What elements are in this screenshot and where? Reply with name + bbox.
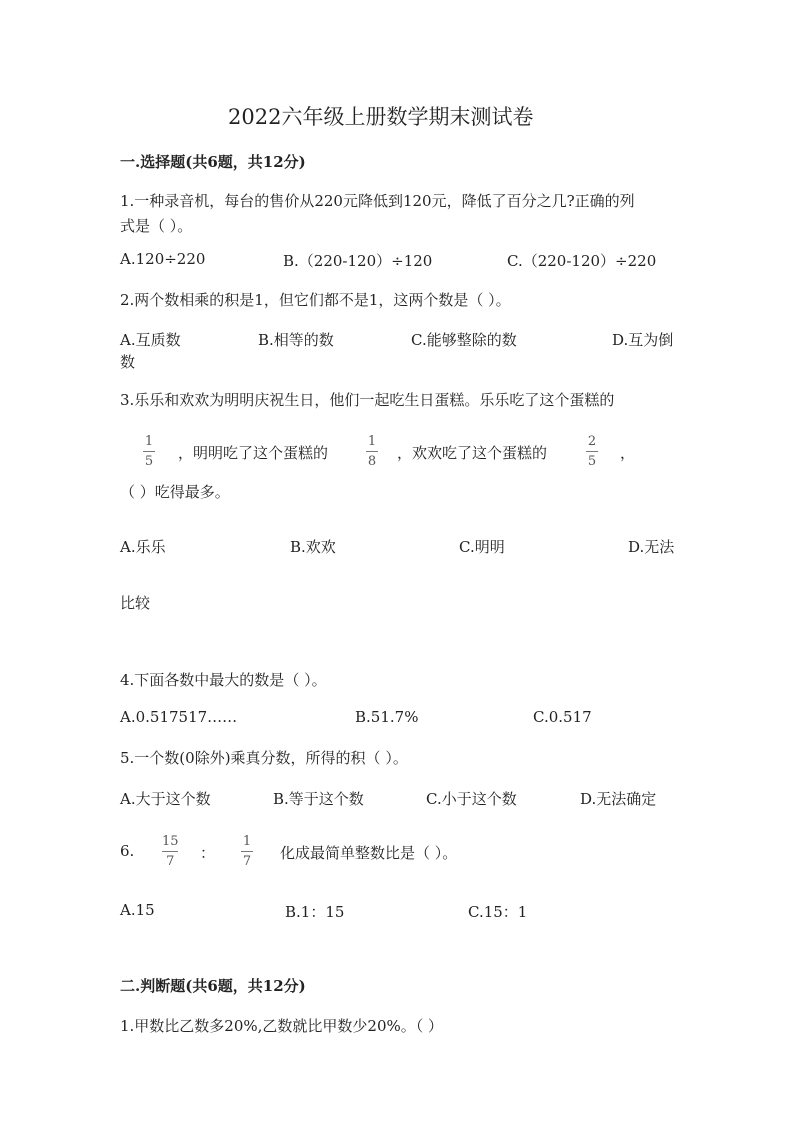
- q3-fraction-1-num: 1: [144, 434, 154, 449]
- q5-option-a: A.大于这个数: [120, 790, 211, 808]
- q3-fraction-1: [143, 434, 155, 469]
- q4-option-c: C.0.517: [533, 708, 592, 726]
- q3-fraction-2-den: 8: [367, 454, 377, 469]
- q3-fraction-2: [366, 434, 378, 469]
- q3-fraction-1-den: 5: [144, 454, 154, 469]
- q3-fraction-3-num: 2: [587, 434, 597, 449]
- q3-line3: （ ）吃得最多。: [120, 483, 230, 501]
- section2-heading: 二.判断题(共6题，共12分): [120, 977, 306, 995]
- q5-option-b: B.等于这个数: [273, 790, 364, 808]
- q5-option-c: C.小于这个数: [426, 790, 517, 808]
- q6-colon: ：: [200, 844, 216, 862]
- q4-text: 4.下面各数中最大的数是（ ）。: [120, 671, 327, 689]
- q6-fraction-1: [162, 834, 179, 869]
- q6-fraction-2-den: 7: [242, 854, 252, 869]
- q2-option-c: C.能够整除的数: [411, 331, 517, 349]
- judge-q1-text: 1.甲数比乙数多20%,乙数就比甲数少20%。（ ）: [120, 1017, 444, 1035]
- q3-option-b: B.欢欢: [290, 538, 336, 556]
- section1-heading: 一.选择题(共6题，共12分): [120, 153, 306, 171]
- q6-fraction-1-num: 15: [162, 834, 179, 849]
- page-title: 2022六年级上册数学期末测试卷: [228, 105, 534, 129]
- q5-option-d: D.无法确定: [580, 790, 657, 808]
- q1-line1: 1.一种录音机，每台的售价从220元降低到120元，降低了百分之几?正确的列: [120, 192, 635, 210]
- q6-fraction-1-den: 7: [166, 854, 175, 869]
- q3-option-a: A.乐乐: [120, 538, 166, 556]
- q3-option-d-wrap: 比较: [120, 594, 151, 612]
- q3-option-c: C.明明: [459, 538, 505, 556]
- q2-option-d: D.互为倒: [612, 331, 674, 349]
- q1-line2: 式是（ ）。: [120, 217, 193, 235]
- q1-option-c: C.（220-120）÷220: [507, 252, 657, 270]
- q6-option-b: B.1：15: [285, 903, 345, 921]
- q3-segment-2: ，欢欢吃了这个蛋糕的: [397, 444, 548, 462]
- q2-option-d-wrap: 数: [120, 353, 136, 371]
- q6-fraction-2: [241, 834, 253, 869]
- q3-option-d: D.无法: [628, 538, 675, 556]
- q2-option-b: B.相等的数: [258, 331, 334, 349]
- q3-segment-3: ，: [620, 444, 636, 462]
- q6-text: 化成最简单整数比是（ ）。: [280, 844, 458, 862]
- q3-segment-1: ，明明吃了这个蛋糕的: [178, 444, 329, 462]
- q3-fraction-3-den: 5: [587, 454, 597, 469]
- q1-option-b: B.（220-120）÷120: [283, 252, 433, 270]
- q1-option-a: A.120÷220: [120, 250, 206, 268]
- q6-option-c: C.15：1: [468, 903, 528, 921]
- q6-fraction-2-num: 1: [242, 834, 252, 849]
- q4-option-b: B.51.7%: [355, 708, 419, 726]
- q6-number: 6.: [120, 842, 135, 860]
- q3-line1: 3.乐乐和欢欢为明明庆祝生日，他们一起吃生日蛋糕。乐乐吃了这个蛋糕的: [120, 391, 615, 409]
- q2-option-a: A.互质数: [120, 331, 181, 349]
- q3-fraction-2-num: 1: [367, 434, 377, 449]
- q6-option-a: A.15: [120, 901, 155, 919]
- q2-text: 2.两个数相乘的积是1，但它们都不是1，这两个数是（ ）。: [120, 291, 511, 309]
- q5-text: 5.一个数(0除外)乘真分数，所得的积（ ）。: [120, 749, 408, 767]
- q3-fraction-3: [586, 434, 598, 469]
- q4-option-a: A.0.517517……: [120, 708, 238, 726]
